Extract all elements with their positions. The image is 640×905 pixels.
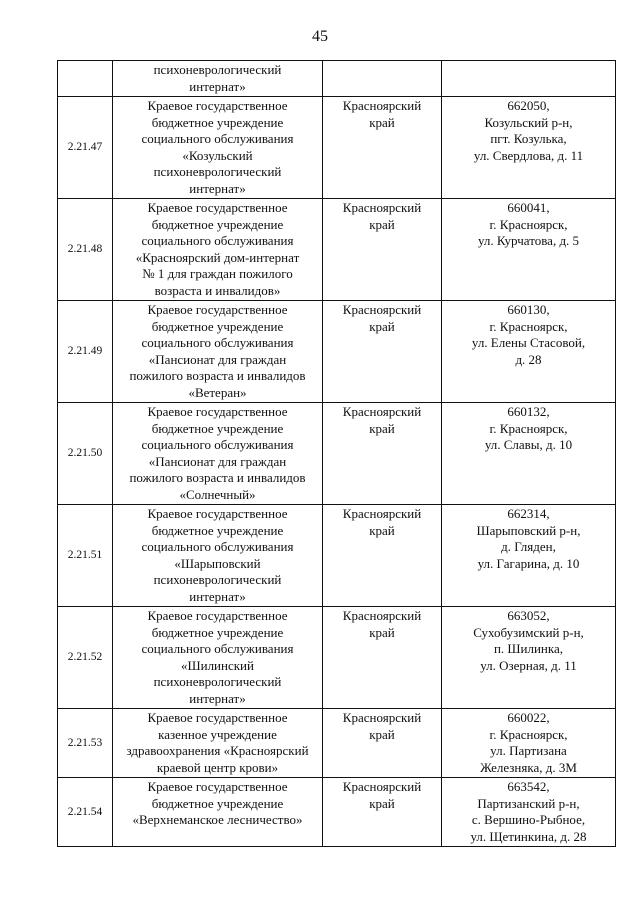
address-cell bbox=[442, 403, 616, 505]
institution-name-line: психоневрологический bbox=[153, 572, 282, 587]
address-cell bbox=[442, 505, 616, 607]
region-line: край bbox=[369, 624, 395, 640]
address-cell bbox=[442, 709, 616, 778]
region-line: край bbox=[369, 795, 395, 811]
address-line: ул. Славы, д. 10 bbox=[484, 437, 573, 452]
institution-name-cell bbox=[113, 778, 323, 847]
institution-name-line: психоневрологический bbox=[153, 164, 282, 179]
table-row bbox=[58, 607, 616, 709]
institution-name-line: социального обслуживания bbox=[141, 335, 294, 350]
address-line: 660132, bbox=[507, 404, 550, 419]
region-cell bbox=[323, 778, 442, 847]
institution-name-line: «Пансионат для граждан bbox=[148, 351, 287, 367]
table-row bbox=[58, 97, 616, 199]
institution-name-line: бюджетное учреждение bbox=[151, 795, 284, 811]
institutions-table bbox=[57, 60, 616, 847]
row-number-cell: 2.21.50 bbox=[58, 403, 113, 505]
institution-name-line: № 1 для граждан пожилого bbox=[142, 266, 293, 281]
row-number-cell bbox=[58, 61, 113, 97]
region-cell bbox=[323, 709, 442, 778]
institution-name-line: здравоохранения «Красноярский bbox=[126, 743, 309, 758]
region-line: Красноярский bbox=[342, 710, 422, 725]
address-line: 663052, bbox=[507, 608, 550, 623]
address-line: г. Красноярск, bbox=[489, 318, 568, 334]
institution-name-line: Краевое государственное bbox=[147, 779, 288, 794]
institution-name-line: Краевое государственное bbox=[147, 710, 288, 725]
address-line: д. Гляден, bbox=[501, 539, 556, 554]
institution-name-line: интернат» bbox=[189, 588, 246, 604]
row-number-cell: 2.21.49 bbox=[58, 301, 113, 403]
address-line: г. Красноярск, bbox=[489, 216, 568, 232]
institution-name-cell bbox=[113, 607, 323, 709]
institution-name-line: «Шарыповский bbox=[174, 555, 261, 571]
institution-name-line: Краевое государственное bbox=[147, 200, 288, 215]
row-number-cell: 2.21.51 bbox=[58, 505, 113, 607]
institution-name-line: социального обслуживания bbox=[141, 437, 294, 452]
institution-name-line: «Шилинский bbox=[181, 657, 254, 673]
region-line: Красноярский bbox=[342, 98, 422, 113]
region-line: Красноярский bbox=[342, 404, 422, 419]
institution-name-line: бюджетное учреждение bbox=[151, 318, 284, 334]
institution-name-line: Краевое государственное bbox=[147, 506, 288, 521]
institution-name-line: социального обслуживания bbox=[141, 233, 294, 248]
institution-name-line: социального обслуживания bbox=[141, 641, 294, 656]
region-line: край bbox=[369, 114, 395, 130]
institution-name-line: социального обслуживания bbox=[141, 539, 294, 554]
row-number-cell: 2.21.48 bbox=[58, 199, 113, 301]
address-cell bbox=[442, 778, 616, 847]
table-row bbox=[58, 403, 616, 505]
address-line: 660022, bbox=[507, 710, 550, 725]
address-line: Шарыповский р-н, bbox=[476, 522, 581, 538]
address-line: ул. Елены Стасовой, bbox=[471, 335, 586, 350]
address-line: ул. Свердлова, д. 11 bbox=[473, 147, 584, 163]
institution-name-line: возраста и инвалидов» bbox=[154, 282, 281, 298]
institution-name-line: «Козульский bbox=[182, 147, 253, 163]
address-line: Козульский р-н, bbox=[484, 114, 573, 130]
institution-name-line: Краевое государственное bbox=[147, 302, 288, 317]
institution-name-line: интернат» bbox=[189, 78, 246, 94]
address-line: 660041, bbox=[507, 200, 550, 215]
region-cell bbox=[323, 301, 442, 403]
row-number-cell: 2.21.53 bbox=[58, 709, 113, 778]
region-line: Красноярский bbox=[342, 200, 422, 215]
region-cell bbox=[323, 61, 442, 97]
table-row bbox=[58, 778, 616, 847]
institution-name-cell bbox=[113, 403, 323, 505]
address-cell bbox=[442, 199, 616, 301]
address-line: ул. Щетинкина, д. 28 bbox=[470, 828, 587, 844]
region-line: край bbox=[369, 522, 395, 538]
institution-name-line: казенное учреждение bbox=[158, 726, 277, 742]
region-cell bbox=[323, 505, 442, 607]
address-line: п. Шилинка, bbox=[493, 641, 564, 656]
region-line: край bbox=[369, 726, 395, 742]
institution-name-line: Краевое государственное bbox=[147, 404, 288, 419]
institution-name-line: интернат» bbox=[189, 690, 246, 706]
table-row bbox=[58, 505, 616, 607]
region-line: Красноярский bbox=[342, 608, 422, 623]
institution-name-line: «Пансионат для граждан bbox=[148, 453, 287, 469]
region-line: край bbox=[369, 318, 395, 334]
institution-name-line: «Верхнеманское лесничество» bbox=[132, 812, 303, 827]
region-cell bbox=[323, 403, 442, 505]
region-line: край bbox=[369, 216, 395, 232]
table-row bbox=[58, 61, 616, 97]
institution-name-line: интернат» bbox=[189, 180, 246, 196]
region-line: Красноярский bbox=[342, 779, 422, 794]
address-line: г. Красноярск, bbox=[489, 420, 568, 436]
institution-name-cell bbox=[113, 709, 323, 778]
institution-name-line: Краевое государственное bbox=[147, 608, 288, 623]
address-line: Партизанский р-н, bbox=[477, 795, 580, 811]
region-cell bbox=[323, 199, 442, 301]
page-number: 45 bbox=[312, 28, 328, 45]
address-line: ул. Курчатова, д. 5 bbox=[477, 233, 580, 248]
institution-name-line: «Ветеран» bbox=[188, 384, 247, 400]
institution-name-line: «Солнечный» bbox=[179, 486, 256, 502]
address-line: пгт. Козулька, bbox=[490, 131, 567, 146]
region-line: край bbox=[369, 420, 395, 436]
institution-name-line: пожилого возраста и инвалидов bbox=[129, 470, 306, 485]
row-number-cell: 2.21.54 bbox=[58, 778, 113, 847]
institution-name-line: психоневрологический bbox=[153, 674, 282, 689]
address-cell bbox=[442, 97, 616, 199]
address-line: Сухобузимский р-н, bbox=[473, 624, 584, 640]
institution-name-line: бюджетное учреждение bbox=[151, 522, 284, 538]
institution-name-cell bbox=[113, 97, 323, 199]
institution-name-line: бюджетное учреждение bbox=[151, 624, 284, 640]
address-line: 662050, bbox=[507, 98, 550, 113]
institution-name-cell bbox=[113, 61, 323, 97]
region-cell bbox=[323, 607, 442, 709]
institution-name-line: Краевое государственное bbox=[147, 98, 288, 113]
institution-name-line: «Красноярский дом-интернат bbox=[135, 249, 300, 265]
institution-name-cell bbox=[113, 301, 323, 403]
table-row bbox=[58, 199, 616, 301]
table-row bbox=[58, 709, 616, 778]
institution-name-line: бюджетное учреждение bbox=[151, 216, 284, 232]
table-body bbox=[58, 61, 616, 847]
institution-name-line: бюджетное учреждение bbox=[151, 420, 284, 436]
address-line: 660130, bbox=[507, 302, 550, 317]
address-cell bbox=[442, 301, 616, 403]
institution-name-line: психоневрологический bbox=[153, 62, 282, 77]
institution-name-line: пожилого возраста и инвалидов bbox=[129, 368, 306, 383]
table-row bbox=[58, 301, 616, 403]
address-line: ул. Озерная, д. 11 bbox=[480, 657, 577, 673]
address-line: с. Вершино-Рыбное, bbox=[471, 812, 586, 827]
address-line: ул. Партизана bbox=[490, 743, 567, 758]
institution-name-cell bbox=[113, 505, 323, 607]
address-line: 663542, bbox=[507, 779, 550, 794]
address-cell bbox=[442, 61, 616, 97]
institution-name-line: бюджетное учреждение bbox=[151, 114, 284, 130]
row-number-cell: 2.21.52 bbox=[58, 607, 113, 709]
address-line: г. Красноярск, bbox=[489, 726, 568, 742]
row-number-cell: 2.21.47 bbox=[58, 97, 113, 199]
institution-name-line: краевой центр крови» bbox=[156, 759, 279, 775]
region-line: Красноярский bbox=[342, 506, 422, 521]
address-line: д. 28 bbox=[515, 351, 542, 367]
address-line: ул. Гагарина, д. 10 bbox=[477, 555, 580, 571]
institution-name-line: социального обслуживания bbox=[141, 131, 294, 146]
institution-name-cell bbox=[113, 199, 323, 301]
address-line: 662314, bbox=[507, 506, 550, 521]
region-cell bbox=[323, 97, 442, 199]
address-cell bbox=[442, 607, 616, 709]
region-line: Красноярский bbox=[342, 302, 422, 317]
address-line: Железняка, д. 3М bbox=[480, 759, 577, 775]
